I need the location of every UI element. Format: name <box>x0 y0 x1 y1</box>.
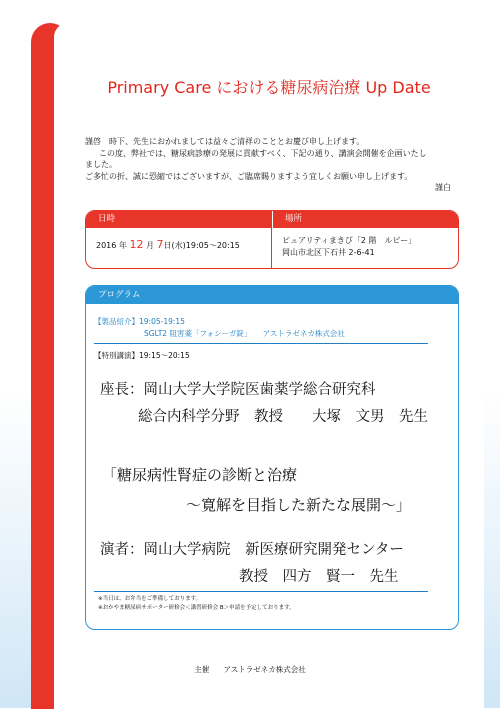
host-name: アストラゼネカ株式会社 <box>223 665 306 674</box>
note-line: ※当日は、お弁当をご準備しております。 <box>98 596 202 602</box>
separator <box>94 591 428 592</box>
date-value <box>86 228 272 268</box>
note-line: ※おかやま糖尿病サポーター研修会＜講習研修会 B＞申請を予定しております。 <box>98 605 295 611</box>
date-label: 日時 <box>98 214 116 224</box>
lecture-title-2: ～寛解を目指した新たな展開～」 <box>186 496 412 514</box>
footer-host <box>0 664 500 675</box>
greeting-line: ました。 <box>85 160 117 169</box>
schedule-box <box>85 210 459 269</box>
host-label: 主催 <box>194 665 210 674</box>
chair-line-1: 座長：岡山大学大学院医歯薬学総合研究科 <box>100 382 376 398</box>
product-intro-heading: 【製品紹介】19:05-19:15 <box>94 317 185 326</box>
speaker-line-1: 演者：岡山大学病院 新医療研究開発センター <box>100 542 404 558</box>
speaker-line-2: 教授 四方 賢一 先生 <box>239 569 399 585</box>
greeting-text <box>85 136 455 194</box>
date-day-time: 日(水)19:05～20:15 <box>163 241 240 250</box>
date-day: 7 <box>156 238 164 251</box>
date-month: 12 <box>129 238 144 251</box>
special-lecture-heading: 【特別講演】19:15～20:15 <box>94 351 190 360</box>
place-address: 岡山市北区下石井 2-6-41 <box>282 247 375 257</box>
product-intro-detail: SGLT2 阻害薬「フォシーガ錠」 アストラゼネカ株式会社 <box>144 329 345 338</box>
place-value <box>272 228 458 268</box>
greeting-closing: 謹白 <box>435 183 451 192</box>
date-month-unit: 月 <box>146 241 154 250</box>
greeting-line: 謹啓 時下、先生におかれましては益々ご清祥のこととお慶び申し上げます。 <box>85 137 365 146</box>
greeting-line: この度、弊社では、糖尿病診療の発展に貢献すべく、下記の通り、講演会開催を企画いたし <box>99 148 427 158</box>
schedule-header <box>86 211 458 228</box>
program-header: プログラム <box>86 286 458 304</box>
separator <box>94 343 428 344</box>
place-venue: ピュアリティまきび「2 階 ルビー」 <box>282 236 417 245</box>
page-title: Primary Care における糖尿病治療 Up Date <box>107 78 431 97</box>
greeting-line: ご多忙の折、誠に恐縮ではございますが、ご臨席賜りますよう宜しくお願い申し上げます。 <box>85 171 413 181</box>
notes <box>98 595 295 613</box>
program-box <box>85 285 459 630</box>
chair-line-2: 総合内科学分野 教授 大塚 文男 先生 <box>138 409 428 425</box>
place-label: 場所 <box>272 211 458 228</box>
schedule-row <box>86 228 458 268</box>
lecture-title-1: 「糖尿病性腎症の診断と治療 <box>102 466 298 484</box>
date-year: 2016 年 <box>96 241 127 250</box>
